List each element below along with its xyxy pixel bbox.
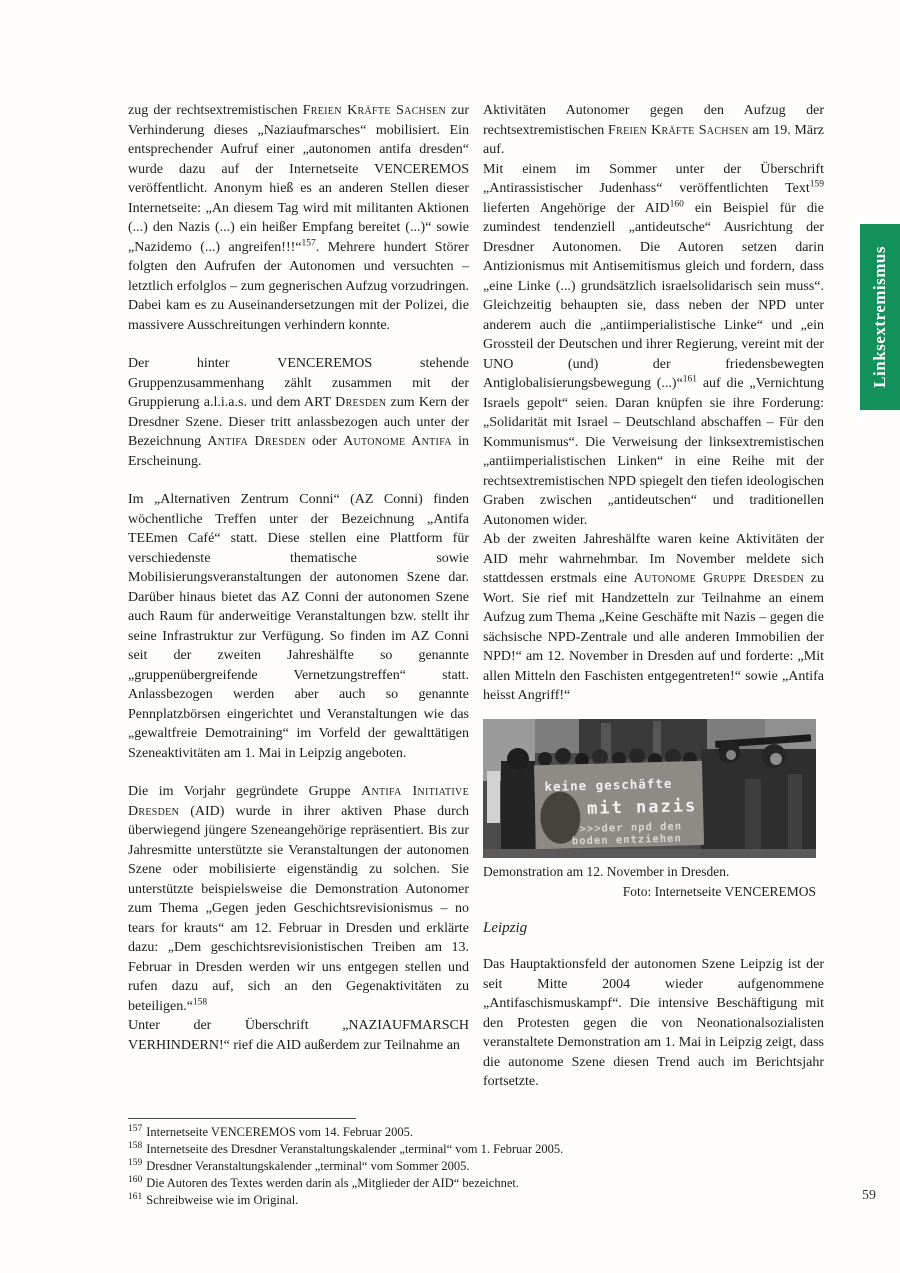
leipzig-heading: Leipzig xyxy=(483,920,528,936)
paragraph: Ab der zweiten Jahreshälfte waren keine Aktivitäten der AID mehr wahrnehmbar. Im November meldete sich stattdessen erstmals eine Autonome Gruppe Dresden zu Wort. Sie rief mit Handzetteln zur Teilnahme an einem Aufzug zum Thema „Keine Geschäfte mit Nazis – gegen die sächsische NPD-Zentrale und alle anderen Immobilien der NPD!“ am 12. November in Dresden auf und forderte: „Mit allen Mitteln den Faschisten entgegentreten!“ sowie „Antifa heisst Angriff!“ xyxy=(483,532,824,703)
banner-text-line3: >>>der npd den xyxy=(579,820,683,836)
paragraph: Mit einem im Sommer unter der Überschrift „Antirassistischer Judenhass“ veröffentlichten Text$^{159}$ lieferten Angehörige der AID$^{160}$ ein Beispiel für die zumindest tendenziell „antideutsche“ Ausrichtung der Dresdner Autonomen. Die Autoren setzen darin Antizionismus mit Antisemitismus gleich und fordern, dass „eine Linke (...) grundsätzlich israelsolidarisch sein muss“. Gleichzeitig behaupten sie, dass neben der NPD unter anderem auch die „antiimperialistische Linke“ und „ein Grossteil der Deutschen und ihrer Regierung, vereint mit der UNO (und) der friedensbewegten Antiglobalisierungsbewegung (...)“$^{161}$ auf die „Vernichtung Israels gepolt“ seien. Daran knüpfen sie ihre Forderung: „Solidarität mit Israel – Deutschland abschaffen – Für den Kommunismus“. Die Verweisung der linksextremistischen „antiimperialistischen Linken“ in eine Reihe mit der rechtsextremistischen NPD spiegelt den tiefen ideologischen Graben zwischen „antideutschen“ und traditionellen Autonomen wider. xyxy=(483,161,824,528)
left-text-column xyxy=(128,101,469,1055)
page-number: 59 xyxy=(862,1188,876,1203)
footnotes-block xyxy=(128,1118,834,1209)
tab-label: Linksextremismus xyxy=(870,246,889,388)
linksextremismus-tab xyxy=(860,224,900,410)
paragraph: Unter der Überschrift „NAZIAUFMARSCH VERHINDERN!“ rief die AID außerdem zur Teilnahme an xyxy=(128,1018,469,1053)
banner-text-line2: mit nazis xyxy=(586,796,698,819)
photo-caption: Demonstration am 12. November in Dresden. xyxy=(483,864,730,879)
paragraph: Das Hauptaktionsfeld der autonomen Szene Leipzig ist der seit Mitte 2004 wieder aufgenommene „Antifaschismuskampf“. Die intensive Beschäftigung mit den Protesten gegen die von Neonationalsozialisten veranstaltete Demonstration am 1. Mai in Leipzig zeigt, dass die autonome Szene diesen Trend auch im Berichtsjahr fortsetzte. xyxy=(483,957,824,1089)
banner-text-line4: boden entziehen xyxy=(571,832,682,848)
footnote-list xyxy=(128,1124,834,1209)
footnote: $^{158}$ Internetseite des Dresdner Veranstaltungskalender „terminal“ vom 1. Februar 2005. xyxy=(128,1140,564,1156)
paragraph: Der hinter VENCEREMOS stehende Gruppenzusammenhang zählt zusammen mit der Gruppierung a.l.i.a.s. und dem ART Dresden zum Kern der Dresdner Szene. Dieser tritt anlassbezogen auch unter der Bezeichnung Antifa Dresden oder Autonome Antifa in Erscheinung. xyxy=(128,356,470,469)
footnote: $^{157}$ Internetseite VENCEREMOS vom 14. Februar 2005. xyxy=(128,1123,413,1139)
paragraph: zug der rechtsextremistischen Freien Kräfte Sachsen zur Verhinderung dieses „Naziaufmarsches“ mobilisiert. Ein entsprechender Aufruf einer „autonomen antifa dresden“ wurde dazu auf der Internetseite VENCEREMOS veröffentlicht. Anonym hieß es an anderen Stellen dieser Internetseite: „An diesem Tag wird mit militanten Aktionen (...) den Nazis (...) ein heißer Empfang bereitet (...)“ sowie „Nazidemo (...) angreifen!!!“$^{157}$. Mehrere hundert Störer folgten den Aufrufen der Autonomen und versuchten – letztlich erfolglos – zum gegnerischen Aufzug vorzudringen. Dabei kam es zu Auseinandersetzungen mit der Polizei, die massivere Ausschreitungen verhindern konnte. xyxy=(128,103,469,333)
footnote-separator xyxy=(128,1118,356,1119)
footnote: $^{159}$ Dresdner Veranstaltungskalender „terminal“ vom Sommer 2005. xyxy=(128,1157,470,1173)
demonstration-photo-art xyxy=(483,719,816,858)
footnote: $^{160}$ Die Autoren des Textes werden darin als „Mitglieder der AID“ bezeichnet. xyxy=(128,1174,519,1190)
paragraph: Im „Alternativen Zentrum Conni“ (AZ Conni) finden wöchentliche Treffen unter der Bezeichnung „Antifa TEEmen Café“ statt. Diese stellen eine Plattform für verschiedenste thematische sowie Mobilisierungsveranstaltungen der autonomen Szene dar. Darüber hinaus bietet das AZ Conni der autonomen Szene auch Raum für anderweitige Veranstaltungen bzw. stellt ihr seine Infrastruktur zur Verfügung. So finden im AZ Conni seit der zweiten Jahreshälfte so genannte „gruppenübergreifende Vernetzungstreffen“ statt. Anlassbezogen werden aber auch so genannte Pennplatzbörsen eingerichtet und Veranstaltungen wie das „gewaltfreie Demotraining“ im Vorfeld der gewalttätigen Szeneaktivitäten am 1. Mai in Leipzig angeboten. xyxy=(128,492,469,761)
paragraph: Die im Vorjahr gegründete Gruppe Antifa Initiative Dresden (AID) wurde in ihrer aktiven Phase durch überwiegend jüngere Szeneangehörige repräsentiert. Bis zur Jahresmitte unterstützte sie Veranstaltungen der autonomen Szene oder mobilisierte eigenständig zu solchen. Sie unterstützte beispielsweise die Demonstration Autonomer zum Thema „Gegen jeden Geschichtsrevisionismus – no tears for krauts“ am 12. Februar in Dresden und erklärte dazu: „Dem geschichtsrevisionistischen Treiben am 13. Februar in Dresden werden wir uns entgegen stellen und rufen dazu auf, sich an den Gegenaktivitäten zu beteiligen.“$^{158}$ xyxy=(128,784,469,1014)
demonstration-photo xyxy=(483,719,816,858)
right-text-column xyxy=(483,101,824,706)
footnote: $^{161}$ Schreibweise wie im Original. xyxy=(128,1191,299,1207)
photo-credit: Foto: Internetseite VENCEREMOS xyxy=(622,884,816,899)
banner-text-line1: keine geschäfte xyxy=(544,775,673,795)
leipzig-paragraph xyxy=(483,955,824,1092)
paragraph: Aktivitäten Autonomer gegen den Aufzug der rechtsextremistischen Freien Kräfte Sachsen am 19. März auf. xyxy=(483,103,824,157)
